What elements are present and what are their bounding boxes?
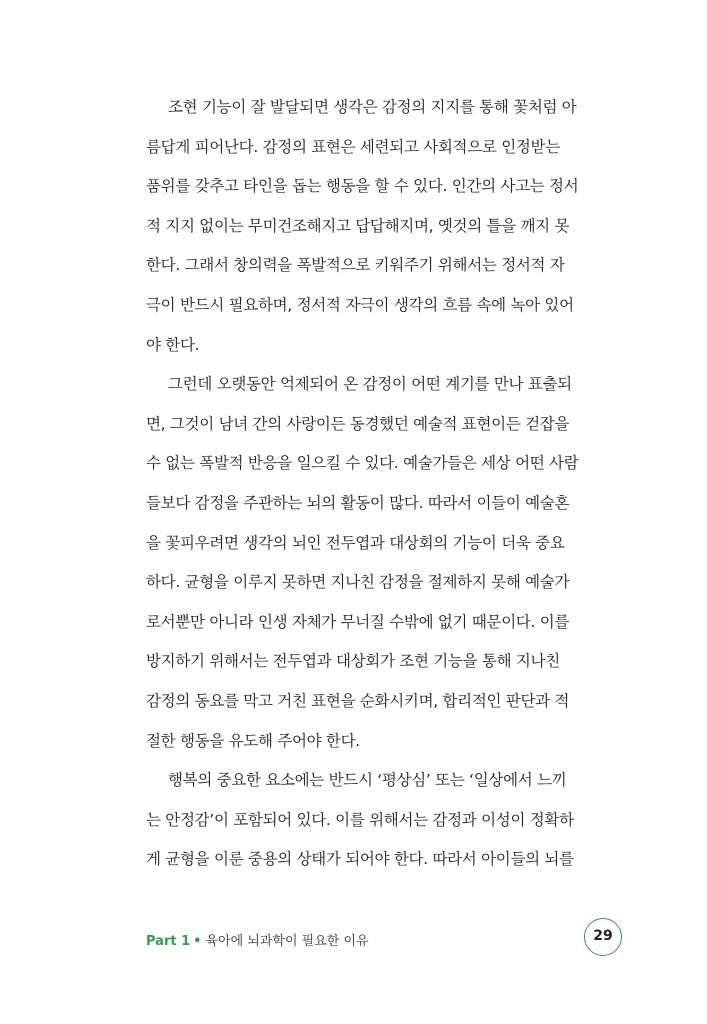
page-number: 29 [584, 918, 622, 956]
text-line: 행복의 중요한 요소에는 반드시 ‘평상심’ 또는 ‘일상에서 느끼 [168, 771, 567, 790]
text-line: 품위를 갖추고 타인을 돕는 행동을 할 수 있다. 인간의 사고는 정서 [146, 177, 579, 196]
text-line: 야 한다. [146, 335, 200, 354]
text-line: 조현 기능이 잘 발달되면 생각은 감정의 지지를 통해 꽃처럼 아 [168, 98, 577, 116]
text-line: 로서뿐만 아니라 인생 자체가 무너질 수밖에 없기 때문이다. 이를 [146, 612, 570, 631]
text-line: 방지하기 위해서는 전두엽과 대상회가 조현 기능을 통해 지나친 [146, 652, 560, 671]
footer-bullet: • [193, 934, 202, 949]
text-line: 는 안정감’이 포함되어 있다. 이를 위해서는 감정과 이성이 정확하 [146, 810, 574, 829]
body-text [146, 88, 624, 880]
text-line: 한다. 그래서 창의력을 폭발적으로 키워주기 위해서는 정서적 자 [146, 256, 565, 275]
text-line: 하다. 균형을 이루지 못하면 지나친 감정을 절제하지 못해 예술가 [146, 573, 570, 592]
text-line: 적 지지 없이는 무미건조해지고 답답해지며, 옛것의 틀을 깨지 못 [146, 216, 570, 235]
page-footer [146, 930, 369, 954]
text-line: 수 없는 폭발적 반응을 일으킬 수 있다. 예술가들은 세상 어떤 사람 [146, 454, 579, 473]
text-line: 감정의 동요를 막고 거친 표현을 순화시키며, 합리적인 판단과 적 [146, 691, 570, 710]
text-line: 들보다 감정을 주관하는 뇌의 활동이 많다. 따라서 이들이 예술혼 [146, 493, 570, 512]
part-label: Part 1 [146, 934, 191, 949]
text-line: 을 꽃피우려면 생각의 뇌인 전두엽과 대상회의 기능이 더욱 중요 [146, 533, 565, 552]
text-line: 름답게 피어난다. 감정의 표현은 세련되고 사회적으로 인정받는 [146, 137, 560, 156]
chapter-title: 육아에 뇌과학이 필요한 이유 [205, 934, 369, 949]
text-line: 극이 반드시 필요하며, 정서적 자극이 생각의 흐름 속에 녹아 있어 [146, 295, 574, 314]
text-line: 그런데 오랫동안 억제되어 온 감정이 어떤 계기를 만나 표출되 [168, 375, 572, 394]
text-line: 게 균형을 이룬 중용의 상태가 되어야 한다. 따라서 아이들의 뇌를 [146, 850, 574, 869]
text-line: 절한 행동을 유도해 주어야 한다. [146, 731, 360, 750]
text-line: 면, 그것이 남녀 간의 사랑이든 동경했던 예술적 표현이든 걷잡을 [146, 414, 570, 433]
